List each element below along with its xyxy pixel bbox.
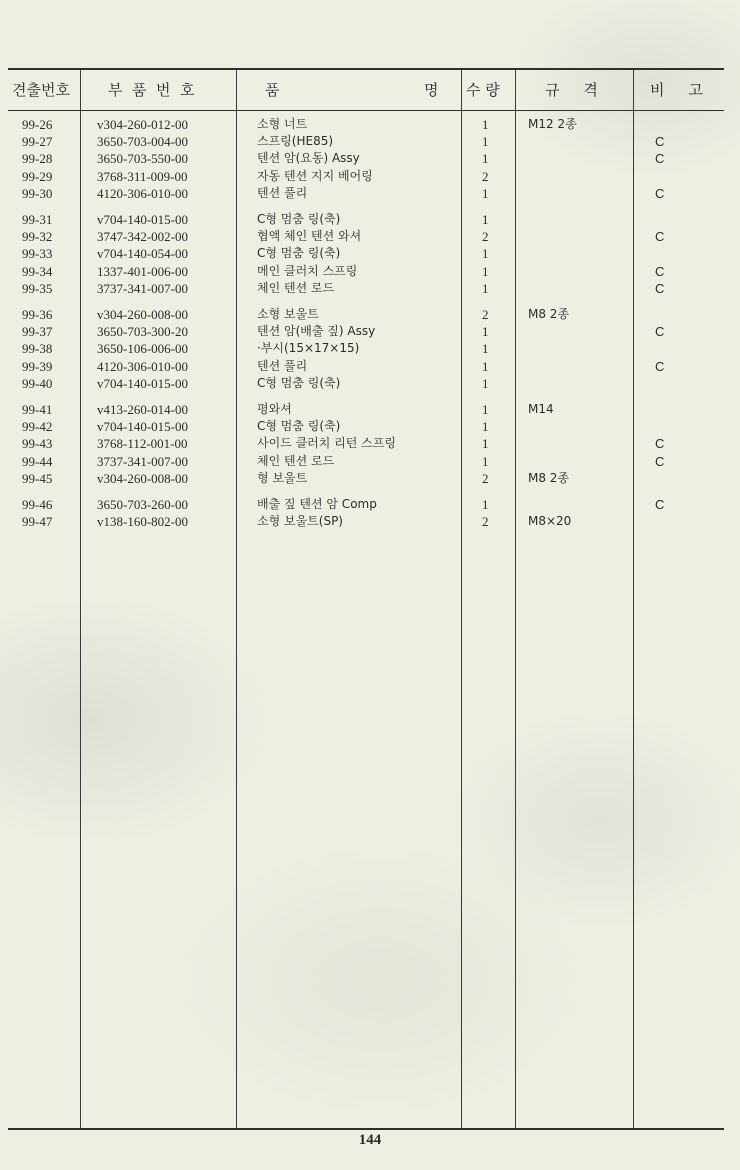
- row-part-name: 체인 텐션 로드: [257, 453, 335, 468]
- row-quantity: 2: [482, 229, 489, 245]
- row-quantity: 1: [482, 453, 489, 469]
- row-note: C: [655, 229, 665, 245]
- row-note: C: [655, 185, 665, 201]
- row-quantity: 1: [482, 185, 489, 201]
- row-spec: M14: [528, 402, 554, 416]
- row-quantity: 1: [482, 324, 489, 340]
- row-part-name: 배출 짚 텐션 암 Comp: [257, 497, 377, 511]
- row-code: 99-39: [22, 358, 53, 374]
- row-quantity: 1: [482, 246, 489, 262]
- row-code: 99-43: [22, 436, 53, 452]
- row-code: 99-41: [22, 402, 53, 417]
- table-row: [0, 263, 740, 280]
- row-part-number: 1337-401-006-00: [97, 263, 188, 279]
- row-quantity: 1: [482, 436, 489, 452]
- row-quantity: 1: [482, 375, 489, 391]
- row-note: C: [655, 453, 665, 469]
- row-code: 99-28: [22, 151, 53, 167]
- row-quantity: 2: [482, 307, 489, 322]
- table-row: [0, 358, 740, 375]
- row-quantity: 2: [482, 514, 489, 530]
- row-part-number: 3650-703-300-20: [97, 324, 188, 340]
- table-row: [0, 470, 740, 487]
- row-quantity: 1: [482, 497, 489, 512]
- table-bottom-rule: [8, 1128, 724, 1130]
- row-note: C: [655, 280, 665, 296]
- row-part-number: v704-140-015-00: [97, 375, 188, 391]
- row-part-name: 스프링(HE85): [257, 134, 334, 149]
- row-part-name: ·부시(15×17×15): [257, 341, 360, 356]
- row-note: C: [655, 358, 665, 374]
- row-part-number: v304-260-008-00: [97, 307, 188, 322]
- row-part-name: 협액 체인 텐션 와셔: [257, 229, 362, 244]
- row-part-name: 소형 보울트: [257, 307, 319, 321]
- row-quantity: 1: [482, 151, 489, 167]
- row-part-number: 3737-341-007-00: [97, 280, 188, 296]
- row-code: 99-42: [22, 419, 53, 435]
- row-note: C: [655, 134, 665, 150]
- row-code: 99-37: [22, 324, 53, 340]
- row-part-number: 3747-342-002-00: [97, 229, 188, 245]
- row-code: 99-40: [22, 375, 53, 391]
- page-number: 144: [358, 1132, 382, 1148]
- row-quantity: 1: [482, 134, 489, 150]
- table-row: [0, 435, 740, 452]
- row-quantity: 1: [482, 419, 489, 435]
- table-row: [0, 453, 740, 470]
- row-part-number: 3650-703-260-00: [97, 497, 188, 512]
- row-quantity: 1: [482, 117, 489, 132]
- row-quantity: 1: [482, 263, 489, 279]
- row-part-number: v304-260-008-00: [97, 470, 188, 486]
- row-note: C: [655, 497, 665, 512]
- table-row: [0, 228, 740, 245]
- row-code: 99-46: [22, 497, 53, 512]
- row-part-number: 3650-703-004-00: [97, 134, 188, 150]
- row-part-name: C형 멈춤 링(축): [257, 246, 341, 261]
- table-row: [0, 245, 740, 262]
- header-part-number: 부 품 번 호: [108, 81, 195, 99]
- row-part-number: 4120-306-010-00: [97, 358, 188, 374]
- row-part-number: 3737-341-007-00: [97, 453, 188, 469]
- header-name-end: 명: [424, 81, 439, 99]
- table-row: [0, 168, 740, 185]
- row-code: 99-36: [22, 307, 53, 322]
- table-row: [0, 375, 740, 392]
- row-note: C: [655, 151, 665, 167]
- row-part-number: v138-160-802-00: [97, 514, 188, 530]
- row-spec: M8×20: [528, 514, 572, 529]
- row-part-name: 텐션 풀리: [257, 358, 308, 373]
- row-quantity: 1: [482, 358, 489, 374]
- row-code: 99-30: [22, 185, 53, 201]
- row-part-number: 3768-311-009-00: [97, 168, 188, 184]
- row-part-number: v704-140-015-00: [97, 212, 188, 227]
- row-part-number: 4120-306-010-00: [97, 185, 188, 201]
- header-code: 견출번호: [12, 81, 70, 99]
- table-row: [0, 496, 740, 513]
- table-row: [0, 280, 740, 297]
- row-part-number: 3650-106-006-00: [97, 341, 188, 357]
- row-part-name: 소형 너트: [257, 117, 308, 131]
- row-spec: M8 2종: [528, 307, 570, 321]
- row-code: 99-34: [22, 263, 53, 279]
- table-row: [0, 418, 740, 435]
- row-part-name: 메인 클러치 스프링: [257, 263, 358, 278]
- row-part-number: 3768-112-001-00: [97, 436, 188, 452]
- row-code: 99-47: [22, 514, 53, 530]
- row-quantity: 2: [482, 168, 489, 184]
- row-part-name: 사이드 클러치 리턴 스프링: [257, 436, 396, 451]
- header-bottom-rule: [8, 110, 724, 111]
- table-row: [0, 116, 740, 133]
- row-quantity: 2: [482, 470, 489, 486]
- row-part-name: 자동 텐션 지지 베어링: [257, 168, 373, 183]
- table-row: [0, 323, 740, 340]
- row-part-name: 텐션 암(요동) Assy: [257, 151, 360, 166]
- row-part-number: v704-140-054-00: [97, 246, 188, 262]
- table-row: [0, 401, 740, 418]
- row-part-name: 평와셔: [257, 402, 292, 416]
- row-part-name: 형 보울트: [257, 470, 308, 485]
- table-row: [0, 211, 740, 228]
- row-note: C: [655, 324, 665, 340]
- row-part-number: 3650-703-550-00: [97, 151, 188, 167]
- row-code: 99-29: [22, 168, 53, 184]
- row-part-number: v304-260-012-00: [97, 117, 188, 132]
- row-note: C: [655, 436, 665, 452]
- header-quantity: 수 량: [466, 81, 500, 99]
- table-row: [0, 133, 740, 150]
- row-code: 99-38: [22, 341, 53, 357]
- row-part-name: 소형 보울트(SP): [257, 514, 343, 529]
- row-code: 99-44: [22, 453, 53, 469]
- row-code: 99-35: [22, 280, 53, 296]
- row-code: 99-27: [22, 134, 53, 150]
- row-quantity: 1: [482, 402, 489, 417]
- row-note: C: [655, 263, 665, 279]
- table-row: [0, 306, 740, 323]
- table-row: [0, 150, 740, 167]
- row-code: 99-26: [22, 117, 53, 132]
- row-quantity: 1: [482, 341, 489, 357]
- row-code: 99-33: [22, 246, 53, 262]
- row-part-name: C형 멈춤 링(축): [257, 375, 341, 390]
- row-spec: M8 2종: [528, 470, 570, 485]
- row-part-name: 텐션 풀리: [257, 185, 308, 200]
- row-part-name: 텐션 암(배출 짚) Assy: [257, 324, 376, 339]
- row-part-name: C형 멈춤 링(축): [257, 212, 341, 226]
- header-note: 비 고: [650, 81, 703, 99]
- table-row: [0, 185, 740, 202]
- row-part-number: v704-140-015-00: [97, 419, 188, 435]
- row-part-name: 체인 텐션 로드: [257, 280, 335, 295]
- table-row: [0, 340, 740, 357]
- table-row: [0, 513, 740, 530]
- row-quantity: 1: [482, 280, 489, 296]
- row-spec: M12 2종: [528, 117, 577, 131]
- header-name: 품: [265, 81, 280, 99]
- row-part-number: v413-260-014-00: [97, 402, 188, 417]
- row-code: 99-45: [22, 470, 53, 486]
- row-quantity: 1: [482, 212, 489, 227]
- header-spec: 규 격: [545, 81, 598, 99]
- row-part-name: C형 멈춤 링(축): [257, 419, 341, 434]
- row-code: 99-31: [22, 212, 53, 227]
- row-code: 99-32: [22, 229, 53, 245]
